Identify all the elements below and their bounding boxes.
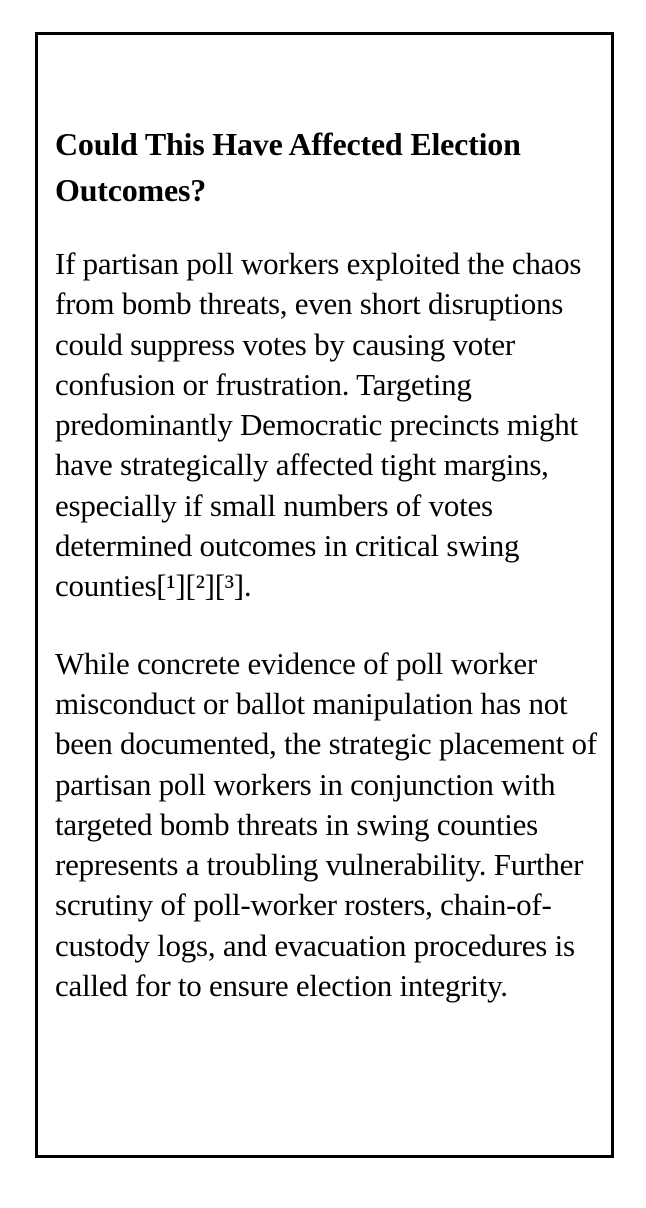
sidebar-paragraph-2: While concrete evidence of poll worker misconduct or ballot manipulation has not been documented, the strategic placement of partisan poll workers in conjunction with targeted bomb threats in swing counties represents a troubling vulnerability. Further scrutiny of poll-worker rosters, chain-of-custody logs, and evacuation procedures is called for to ensure election integrity. xyxy=(55,645,597,1004)
sidebar-heading: Could This Have Affected Election Outcomes? xyxy=(55,126,521,208)
sidebar-paragraph-1: If partisan poll workers exploited the chaos from bomb threats, even short disruptions could suppress votes by causing voter confusion or frustration. Targeting predominantly Democratic precincts might have strategically affected tight margins, especially if small numbers of votes determined outcomes in critical swing counties[¹][²][³]. xyxy=(55,246,582,604)
sidebar-content xyxy=(55,121,607,1006)
sidebar-box xyxy=(35,32,614,1158)
